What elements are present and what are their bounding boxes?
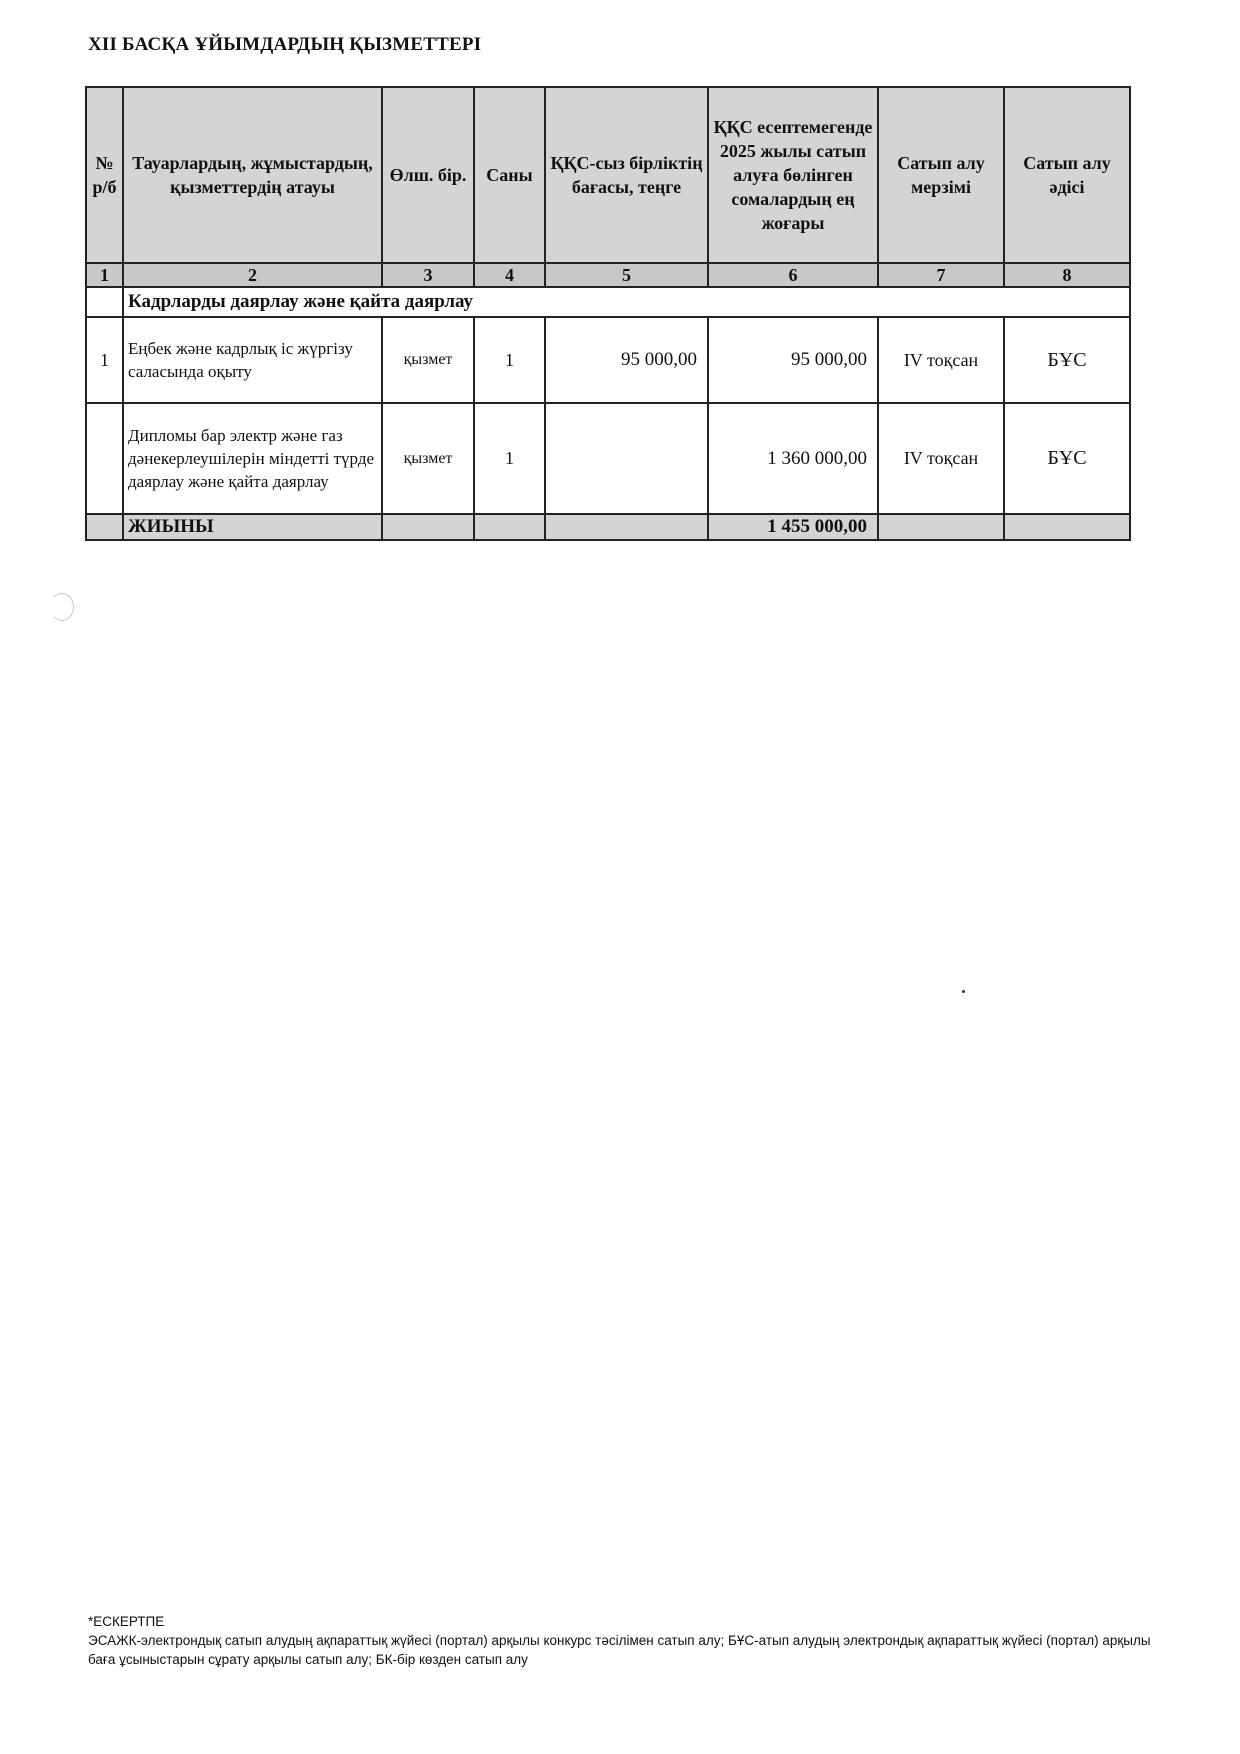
item-method: БҰС [1004, 403, 1130, 514]
item-unit: қызмет [382, 317, 474, 403]
item-amount: 95 000,00 [708, 317, 878, 403]
scan-speck [962, 990, 965, 993]
header-cell-quantity: Саны [474, 87, 545, 263]
table-row [86, 403, 1130, 514]
total-spacer-cell [474, 514, 545, 540]
header-cell-unit: Өлш. бір. [382, 87, 474, 263]
column-number: 6 [708, 263, 878, 287]
table-row [86, 317, 1130, 403]
item-quantity: 1 [474, 317, 545, 403]
item-name: Еңбек және кадрлық іс жүргізу саласында оқыту [123, 317, 382, 403]
total-label: ЖИЫНЫ [123, 514, 382, 540]
total-spacer-cell [545, 514, 708, 540]
item-name: Дипломы бар электр және газ дәнекерлеушілерін міндетті түрде даярлау және қайта даярлау [123, 403, 382, 514]
item-unit: қызмет [382, 403, 474, 514]
column-number: 1 [86, 263, 123, 287]
punch-hole-mark [50, 593, 74, 621]
column-number: 8 [1004, 263, 1130, 287]
column-number: 5 [545, 263, 708, 287]
total-spacer-cell [86, 514, 123, 540]
row-number [86, 403, 123, 514]
item-period: IV тоқсан [878, 317, 1004, 403]
item-unit-price: 95 000,00 [545, 317, 708, 403]
total-spacer-cell [878, 514, 1004, 540]
header-cell-period: Сатып алу мерзімі [878, 87, 1004, 263]
table-header-row [86, 87, 1130, 263]
column-number: 2 [123, 263, 382, 287]
column-number-row [86, 263, 1130, 287]
total-spacer-cell [1004, 514, 1130, 540]
item-quantity: 1 [474, 403, 545, 514]
section-spacer-cell [86, 287, 123, 317]
header-cell-unit-price: ҚҚС-сыз бірліктің бағасы, теңге [545, 87, 708, 263]
column-number: 3 [382, 263, 474, 287]
item-period: IV тоқсан [878, 403, 1004, 514]
total-row [86, 514, 1130, 540]
header-cell-method: Сатып алу әдісі [1004, 87, 1130, 263]
section-row [86, 287, 1130, 317]
total-spacer-cell [382, 514, 474, 540]
header-cell-amount: ҚҚС есептемегенде 2025 жылы сатып алуға бөлінген сомалардың ең жоғары [708, 87, 878, 263]
footnote [88, 1612, 1178, 1669]
footnote-heading: *ЕСКЕРТПЕ [88, 1614, 165, 1629]
item-method: БҰС [1004, 317, 1130, 403]
item-amount: 1 360 000,00 [708, 403, 878, 514]
header-cell-number: № р/б [86, 87, 123, 263]
section-title: Кадрларды даярлау және қайта даярлау [123, 287, 1130, 317]
header-cell-name: Тауарлардың, жұмыстардың, қызметтердің атауы [123, 87, 382, 263]
item-unit-price [545, 403, 708, 514]
row-number: 1 [86, 317, 123, 403]
procurement-table [85, 86, 1131, 541]
column-number: 7 [878, 263, 1004, 287]
column-number: 4 [474, 263, 545, 287]
footnote-text: ЭСАЖК-электрондық сатып алудың ақпараттық жүйесі (портал) арқылы конкурс тәсілімен сатып алу; БҰС-атып алудың электрондық ақпараттық жүйесі (портал) арқылы баға ұсыныстарын сұрату арқылы сатып алу; БК-бір көзден сатып алу [88, 1633, 1151, 1667]
page-title: XII БАСҚА ҰЙЫМДАРДЫҢ ҚЫЗМЕТТЕРІ [88, 34, 482, 55]
total-amount: 1 455 000,00 [708, 514, 878, 540]
